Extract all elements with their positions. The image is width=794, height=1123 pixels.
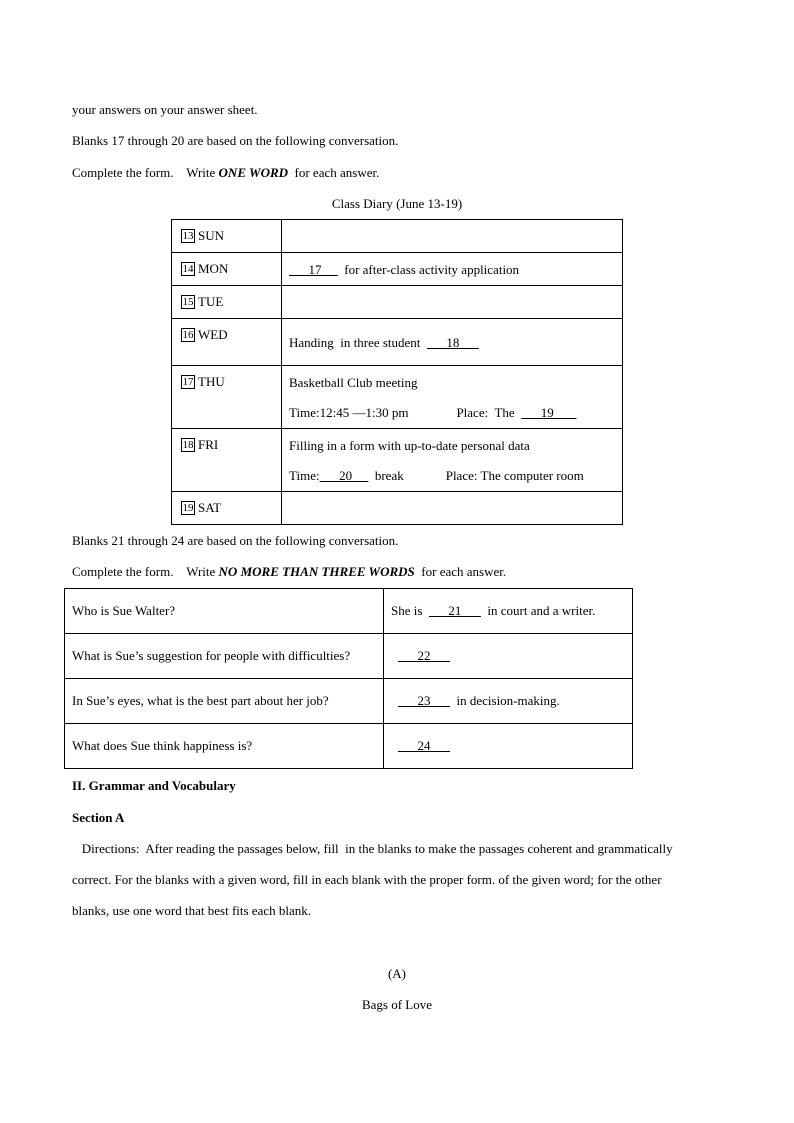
section-a-heading: Section A bbox=[72, 810, 125, 825]
blank-20: 20 bbox=[339, 468, 353, 483]
directions-line-1: Directions: After reading the passages below, fill in the blanks to make the passages coherent and grammatically bbox=[72, 841, 673, 856]
blank-23: 23 bbox=[417, 693, 431, 708]
diary-row-tue: 15 TUE bbox=[172, 286, 623, 319]
intro-line-1: your answers on your answer sheet. bbox=[72, 102, 258, 117]
section2-intro-2: Complete the form. Write NO MORE THAN THREE WORDS for each answer. bbox=[72, 564, 507, 579]
intro-line-2: Blanks 17 through 20 are based on the following conversation. bbox=[72, 133, 399, 148]
sue-walter-table bbox=[64, 588, 633, 769]
passage-label: (A) bbox=[387, 966, 407, 981]
one-word-emphasis: ONE WORD bbox=[218, 165, 289, 180]
diary-row-wed: 16 WED Handing in three student 18 bbox=[172, 319, 623, 366]
qa-row: What does Sue think happiness is? 24 bbox=[65, 724, 633, 769]
intro-line-3: Complete the form. Write ONE WORD for each answer. bbox=[72, 165, 380, 180]
directions-line-2: correct. For the blanks with a given word, fill in each blank with the proper form. of the given word; for the other bbox=[72, 872, 662, 887]
qa-row: In Sue’s eyes, what is the best part about her job? 23 in decision-making. bbox=[65, 679, 633, 724]
blank-18: 18 bbox=[446, 335, 460, 350]
diary-row-sun: 13 SUN bbox=[172, 220, 623, 253]
blank-22: 22 bbox=[417, 648, 431, 663]
class-diary-table bbox=[171, 219, 623, 525]
qa-row: Who is Sue Walter? She is 21 in court and a writer. bbox=[65, 589, 633, 634]
diary-row-thu: 17 THU Basketball Club meeting Time:12:45 —1:30 pm Place: The 19 bbox=[172, 366, 623, 429]
blank-19: 19 bbox=[540, 405, 554, 420]
blank-24: 24 bbox=[417, 738, 431, 753]
diary-row-fri: 18 FRI Filling in a form with up-to-date personal data Time: 20 break Place: The computer room bbox=[172, 429, 623, 492]
grammar-heading: II. Grammar and Vocabulary bbox=[72, 778, 236, 793]
qa-row: What is Sue’s suggestion for people with difficulties? 22 bbox=[65, 634, 633, 679]
diary-row-mon: 14 MON 17 for after-class activity application bbox=[172, 253, 623, 286]
blank-21: 21 bbox=[448, 603, 462, 618]
diary-row-sat: 19 SAT bbox=[172, 492, 623, 525]
passage-title: Bags of Love bbox=[361, 997, 433, 1012]
blank-17: 17 bbox=[308, 262, 322, 277]
diary-title: Class Diary (June 13-19) bbox=[331, 196, 463, 211]
word-limit-emphasis: NO MORE THAN THREE WORDS bbox=[218, 564, 415, 579]
section2-intro-1: Blanks 21 through 24 are based on the following conversation. bbox=[72, 533, 399, 548]
directions-line-3: blanks, use one word that best fits each blank. bbox=[72, 903, 311, 918]
